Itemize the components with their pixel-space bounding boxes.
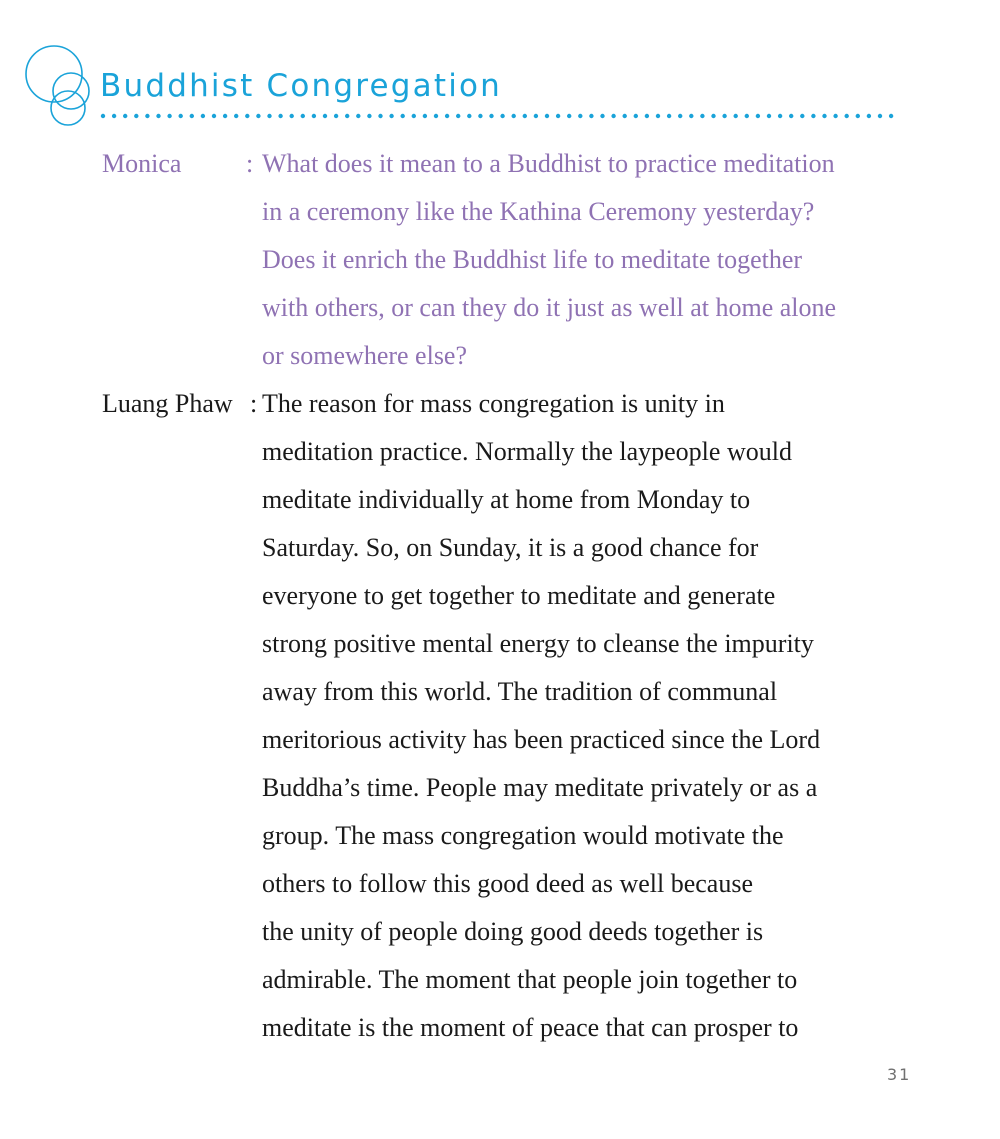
speaker-name: Luang Phaw bbox=[102, 389, 233, 418]
divider-dot bbox=[423, 114, 427, 118]
divider-dot bbox=[467, 114, 471, 118]
text-line: with others, or can they do it just as well at home alone bbox=[262, 293, 837, 322]
text-line: away from this world. The tradition of communal bbox=[262, 677, 778, 706]
text-line: meritorious activity has been practiced since the Lord bbox=[262, 725, 821, 754]
text-line: admirable. The moment that people join together to bbox=[262, 965, 798, 994]
text-line: Saturday. So, on Sunday, it is a good chance for bbox=[262, 533, 759, 562]
divider-dot bbox=[822, 114, 826, 118]
divider-dot bbox=[734, 114, 738, 118]
speaker-colon: : bbox=[246, 149, 254, 178]
divider-dot bbox=[167, 114, 171, 118]
text-line: the unity of people doing good deeds together is bbox=[262, 917, 764, 946]
divider-dot bbox=[101, 114, 105, 118]
divider-dot bbox=[722, 114, 726, 118]
divider-dot bbox=[112, 114, 116, 118]
divider-dot bbox=[767, 114, 771, 118]
divider-dot bbox=[567, 114, 571, 118]
divider-dot bbox=[656, 114, 660, 118]
divider-dot bbox=[789, 114, 793, 118]
divider-dot bbox=[234, 114, 238, 118]
divider-dot bbox=[301, 114, 305, 118]
divider-dot bbox=[412, 114, 416, 118]
divider-dot bbox=[545, 114, 549, 118]
divider-dot bbox=[800, 114, 804, 118]
text-line: Does it enrich the Buddhist life to meditate together bbox=[262, 245, 803, 274]
divider-dot bbox=[145, 114, 149, 118]
divider-dot bbox=[290, 114, 294, 118]
divider-dot bbox=[367, 114, 371, 118]
divider-dot bbox=[345, 114, 349, 118]
text-line: in a ceremony like the Kathina Ceremony yesterday? bbox=[262, 197, 815, 226]
divider-dot bbox=[500, 114, 504, 118]
divider-dot bbox=[123, 114, 127, 118]
speaker-colon: : bbox=[250, 389, 258, 418]
page-number: 31 bbox=[887, 1065, 912, 1084]
divider-dot bbox=[845, 114, 849, 118]
speaker-name: Monica bbox=[102, 149, 182, 178]
dotted-divider bbox=[100, 110, 900, 122]
text-line: everyone to get together to meditate and generate bbox=[262, 581, 776, 610]
speaker-text bbox=[262, 380, 922, 1052]
divider-dot bbox=[589, 114, 593, 118]
divider-dot bbox=[745, 114, 749, 118]
divider-dot bbox=[678, 114, 682, 118]
divider-dot bbox=[478, 114, 482, 118]
divider-dot bbox=[245, 114, 249, 118]
divider-dot bbox=[401, 114, 405, 118]
divider-dot bbox=[634, 114, 638, 118]
divider-dot bbox=[456, 114, 460, 118]
divider-dot bbox=[356, 114, 360, 118]
divider-dot bbox=[223, 114, 227, 118]
divider-dot bbox=[623, 114, 627, 118]
text-line: What does it mean to a Buddhist to practice meditation bbox=[262, 149, 835, 178]
divider-dot bbox=[611, 114, 615, 118]
divider-dot bbox=[378, 114, 382, 118]
divider-dot bbox=[833, 114, 837, 118]
divider-dot bbox=[190, 114, 194, 118]
divider-dot bbox=[278, 114, 282, 118]
divider-dot bbox=[323, 114, 327, 118]
divider-dot bbox=[512, 114, 516, 118]
text-line: group. The mass congregation would motivate the bbox=[262, 821, 784, 850]
divider-dot bbox=[711, 114, 715, 118]
divider-dot bbox=[445, 114, 449, 118]
divider-dot bbox=[756, 114, 760, 118]
divider-dot bbox=[534, 114, 538, 118]
text-line: others to follow this good deed as well because bbox=[262, 869, 753, 898]
divider-dot bbox=[201, 114, 205, 118]
divider-dot bbox=[667, 114, 671, 118]
text-line: or somewhere else? bbox=[262, 341, 468, 370]
text-line: meditate is the moment of peace that can prosper to bbox=[262, 1013, 799, 1042]
divider-dot bbox=[867, 114, 871, 118]
text-line: meditation practice. Normally the laypeople would bbox=[262, 437, 792, 466]
divider-dot bbox=[212, 114, 216, 118]
divider-dot bbox=[434, 114, 438, 118]
page-title: Buddhist Congregation bbox=[100, 68, 503, 104]
divider-dot bbox=[134, 114, 138, 118]
divider-dot bbox=[156, 114, 160, 118]
divider-dot bbox=[523, 114, 527, 118]
divider-dot bbox=[878, 114, 882, 118]
divider-dot bbox=[556, 114, 560, 118]
text-line: meditate individually at home from Monday to bbox=[262, 485, 751, 514]
divider-dot bbox=[312, 114, 316, 118]
divider-dot bbox=[389, 114, 393, 118]
speaker-text bbox=[262, 140, 922, 380]
text-line: strong positive mental energy to cleanse the impurity bbox=[262, 629, 814, 658]
divider-dot bbox=[578, 114, 582, 118]
divider-dot bbox=[778, 114, 782, 118]
divider-dot bbox=[256, 114, 260, 118]
divider-dot bbox=[489, 114, 493, 118]
divider-dot bbox=[811, 114, 815, 118]
divider-dot bbox=[856, 114, 860, 118]
divider-dot bbox=[267, 114, 271, 118]
divider-dot bbox=[179, 114, 183, 118]
divider-dot bbox=[689, 114, 693, 118]
text-line: Buddha’s time. People may meditate privately or as a bbox=[262, 773, 818, 802]
divider-dot bbox=[645, 114, 649, 118]
divider-dot bbox=[700, 114, 704, 118]
text-line: The reason for mass congregation is unity in bbox=[262, 389, 725, 418]
divider-dot bbox=[600, 114, 604, 118]
divider-dot bbox=[889, 114, 893, 118]
divider-dot bbox=[334, 114, 338, 118]
